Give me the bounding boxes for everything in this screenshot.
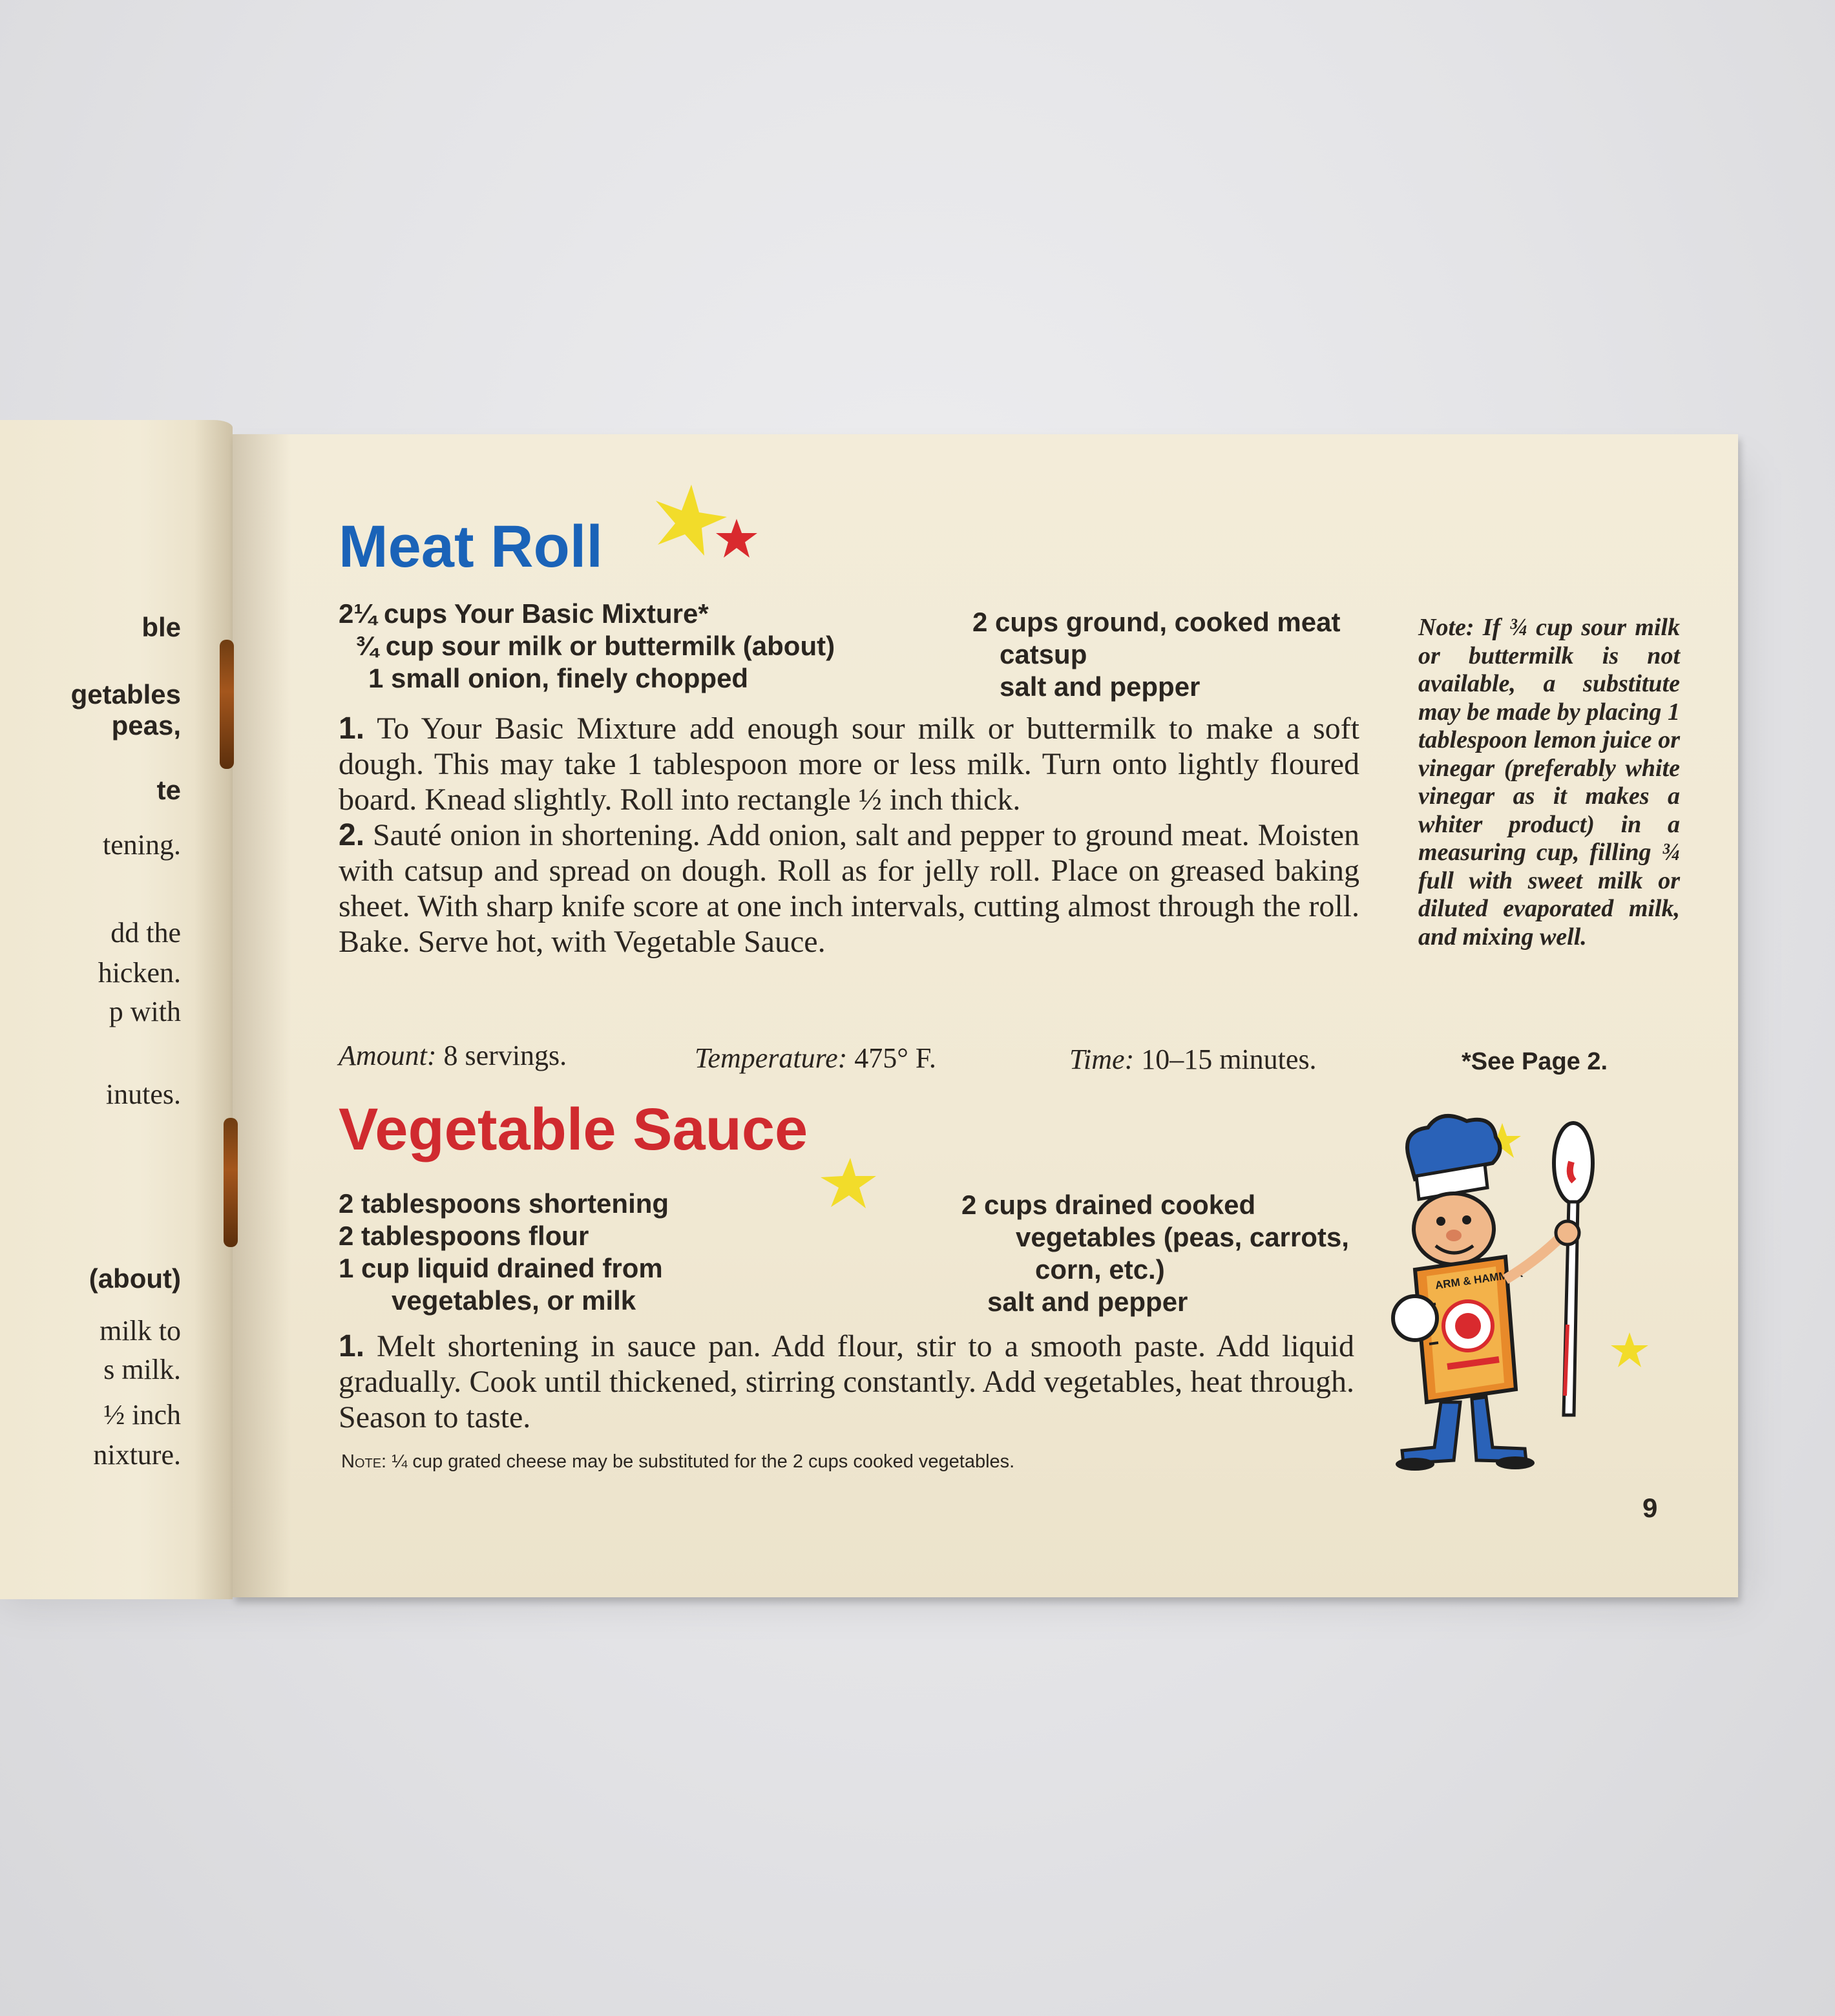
note-text: ¼ cup grated cheese may be substituted for the 2 cups cooked vegetables. — [392, 1451, 1015, 1472]
vegetable-sauce-ingredients-left — [339, 1188, 669, 1317]
meat-roll-directions — [339, 711, 1359, 960]
left-fragment: inutes. — [105, 1078, 181, 1110]
left-fragment: hicken. — [98, 957, 181, 989]
left-fragment: s milk. — [103, 1354, 181, 1385]
vegetable-sauce-directions — [339, 1328, 1354, 1435]
left-fragment: p with — [109, 996, 181, 1027]
time-label: Time: — [1069, 1044, 1135, 1075]
step-number: 2. — [339, 818, 365, 852]
temperature-label: Temperature: — [695, 1042, 848, 1074]
step-number: 1. — [339, 711, 365, 746]
left-fragment: ½ inch — [103, 1399, 181, 1431]
chef-mascot-with-spoon-icon — [1389, 1111, 1661, 1473]
ingredient: salt and pepper — [987, 1286, 1188, 1317]
direction-step — [339, 1328, 1354, 1435]
ingredient: 2¼ cups Your Basic Mixture* — [339, 598, 709, 629]
temperature-value: 475° F. — [854, 1042, 936, 1074]
amount-line — [339, 1042, 567, 1070]
meat-roll-ingredients-left — [339, 598, 835, 695]
ingredient: 2 tablespoons flour — [339, 1221, 589, 1251]
ingredient: 1 cup liquid drained from — [339, 1253, 663, 1283]
ingredient: 2 tablespoons shortening — [339, 1188, 669, 1219]
left-page — [0, 420, 233, 1599]
direction-step — [339, 711, 1359, 817]
cheese-substitution-note — [341, 1451, 1014, 1473]
left-fragment: tening. — [103, 829, 181, 861]
star-decoration-icon — [813, 1157, 884, 1215]
sour-milk-note: Note: If ¾ cup sour milk or buttermilk is not available, a substitute may be made by placing 1 tablespoon lemon juice or vinegar (preferably white vinegar as it makes a whiter product) in a measuring cup, filling ¾ full with sweet milk or diluted evaporated milk, and mixing well. — [1418, 614, 1680, 950]
ingredient: 2 cups ground, cooked meat — [972, 607, 1341, 637]
step-number: 1. — [339, 1329, 365, 1363]
meat-roll-ingredients-right — [972, 606, 1340, 703]
star-decoration-icon — [640, 481, 775, 565]
ingredient: salt and pepper — [1000, 671, 1201, 702]
left-fragment: te — [156, 775, 181, 805]
ingredient: vegetables (peas, carrots, — [1016, 1222, 1349, 1252]
amount-label: Amount: — [339, 1040, 437, 1071]
vegetable-sauce-ingredients-right — [961, 1189, 1349, 1318]
direction-step — [339, 817, 1359, 960]
right-page-gutter — [233, 434, 291, 1597]
ingredient: 2 cups drained cooked — [961, 1190, 1256, 1220]
note-lead: Note: — [341, 1451, 387, 1472]
time-value: 10–15 minutes. — [1141, 1044, 1317, 1075]
left-fragment: (about) — [89, 1263, 181, 1294]
ingredient: ¾ cup sour milk or buttermilk (about) — [355, 631, 835, 661]
staple — [220, 640, 234, 769]
time-line — [1069, 1045, 1317, 1074]
left-fragment: getables — [70, 679, 181, 709]
left-fragment: milk to — [100, 1315, 181, 1347]
ingredient: 1 small onion, finely chopped — [368, 663, 749, 693]
meat-roll-title: Meat Roll — [339, 514, 603, 580]
ingredient: vegetables, or milk — [392, 1285, 636, 1316]
ingredient: corn, etc.) — [1035, 1254, 1165, 1285]
step-text: To Your Basic Mixture add enough sour milk or buttermilk to make a soft dough. This may take 1 tablespoon more or less milk. Turn onto lightly floured board. Knead slightly. Roll into rectangle ½ inch thick. — [339, 711, 1359, 817]
temperature-line — [695, 1044, 936, 1073]
page-number: 9 — [1642, 1493, 1658, 1523]
left-fragment: peas, — [111, 710, 181, 740]
ingredient: catsup — [1000, 639, 1087, 669]
staple — [224, 1118, 238, 1247]
see-page-reference: *See Page 2. — [1462, 1048, 1608, 1075]
left-fragment: dd the — [110, 917, 181, 949]
step-text: Melt shortening in sauce pan. Add flour, stir to a smooth paste. Add liquid gradually. Cook until thickened, stirring constantly. Add vegetables, heat through. Season to taste. — [339, 1329, 1355, 1434]
step-text: Sauté onion in shortening. Add onion, salt and pepper to ground meat. Moisten with catsup and spread on dough. Roll as for jelly roll. Place on greased baking sheet. With sharp knife score at one inch intervals, cutting almost through the roll. Bake. Serve hot, with Vegetable Sauce. — [339, 818, 1360, 959]
box-lettering: ARM & HAMMER — [1434, 1267, 1524, 1292]
left-page-gutter — [194, 420, 233, 1599]
left-fragment: ble — [142, 612, 181, 642]
amount-value: 8 servings. — [443, 1040, 567, 1071]
left-fragment: nixture. — [93, 1439, 181, 1471]
vegetable-sauce-title: Vegetable Sauce — [339, 1097, 808, 1162]
